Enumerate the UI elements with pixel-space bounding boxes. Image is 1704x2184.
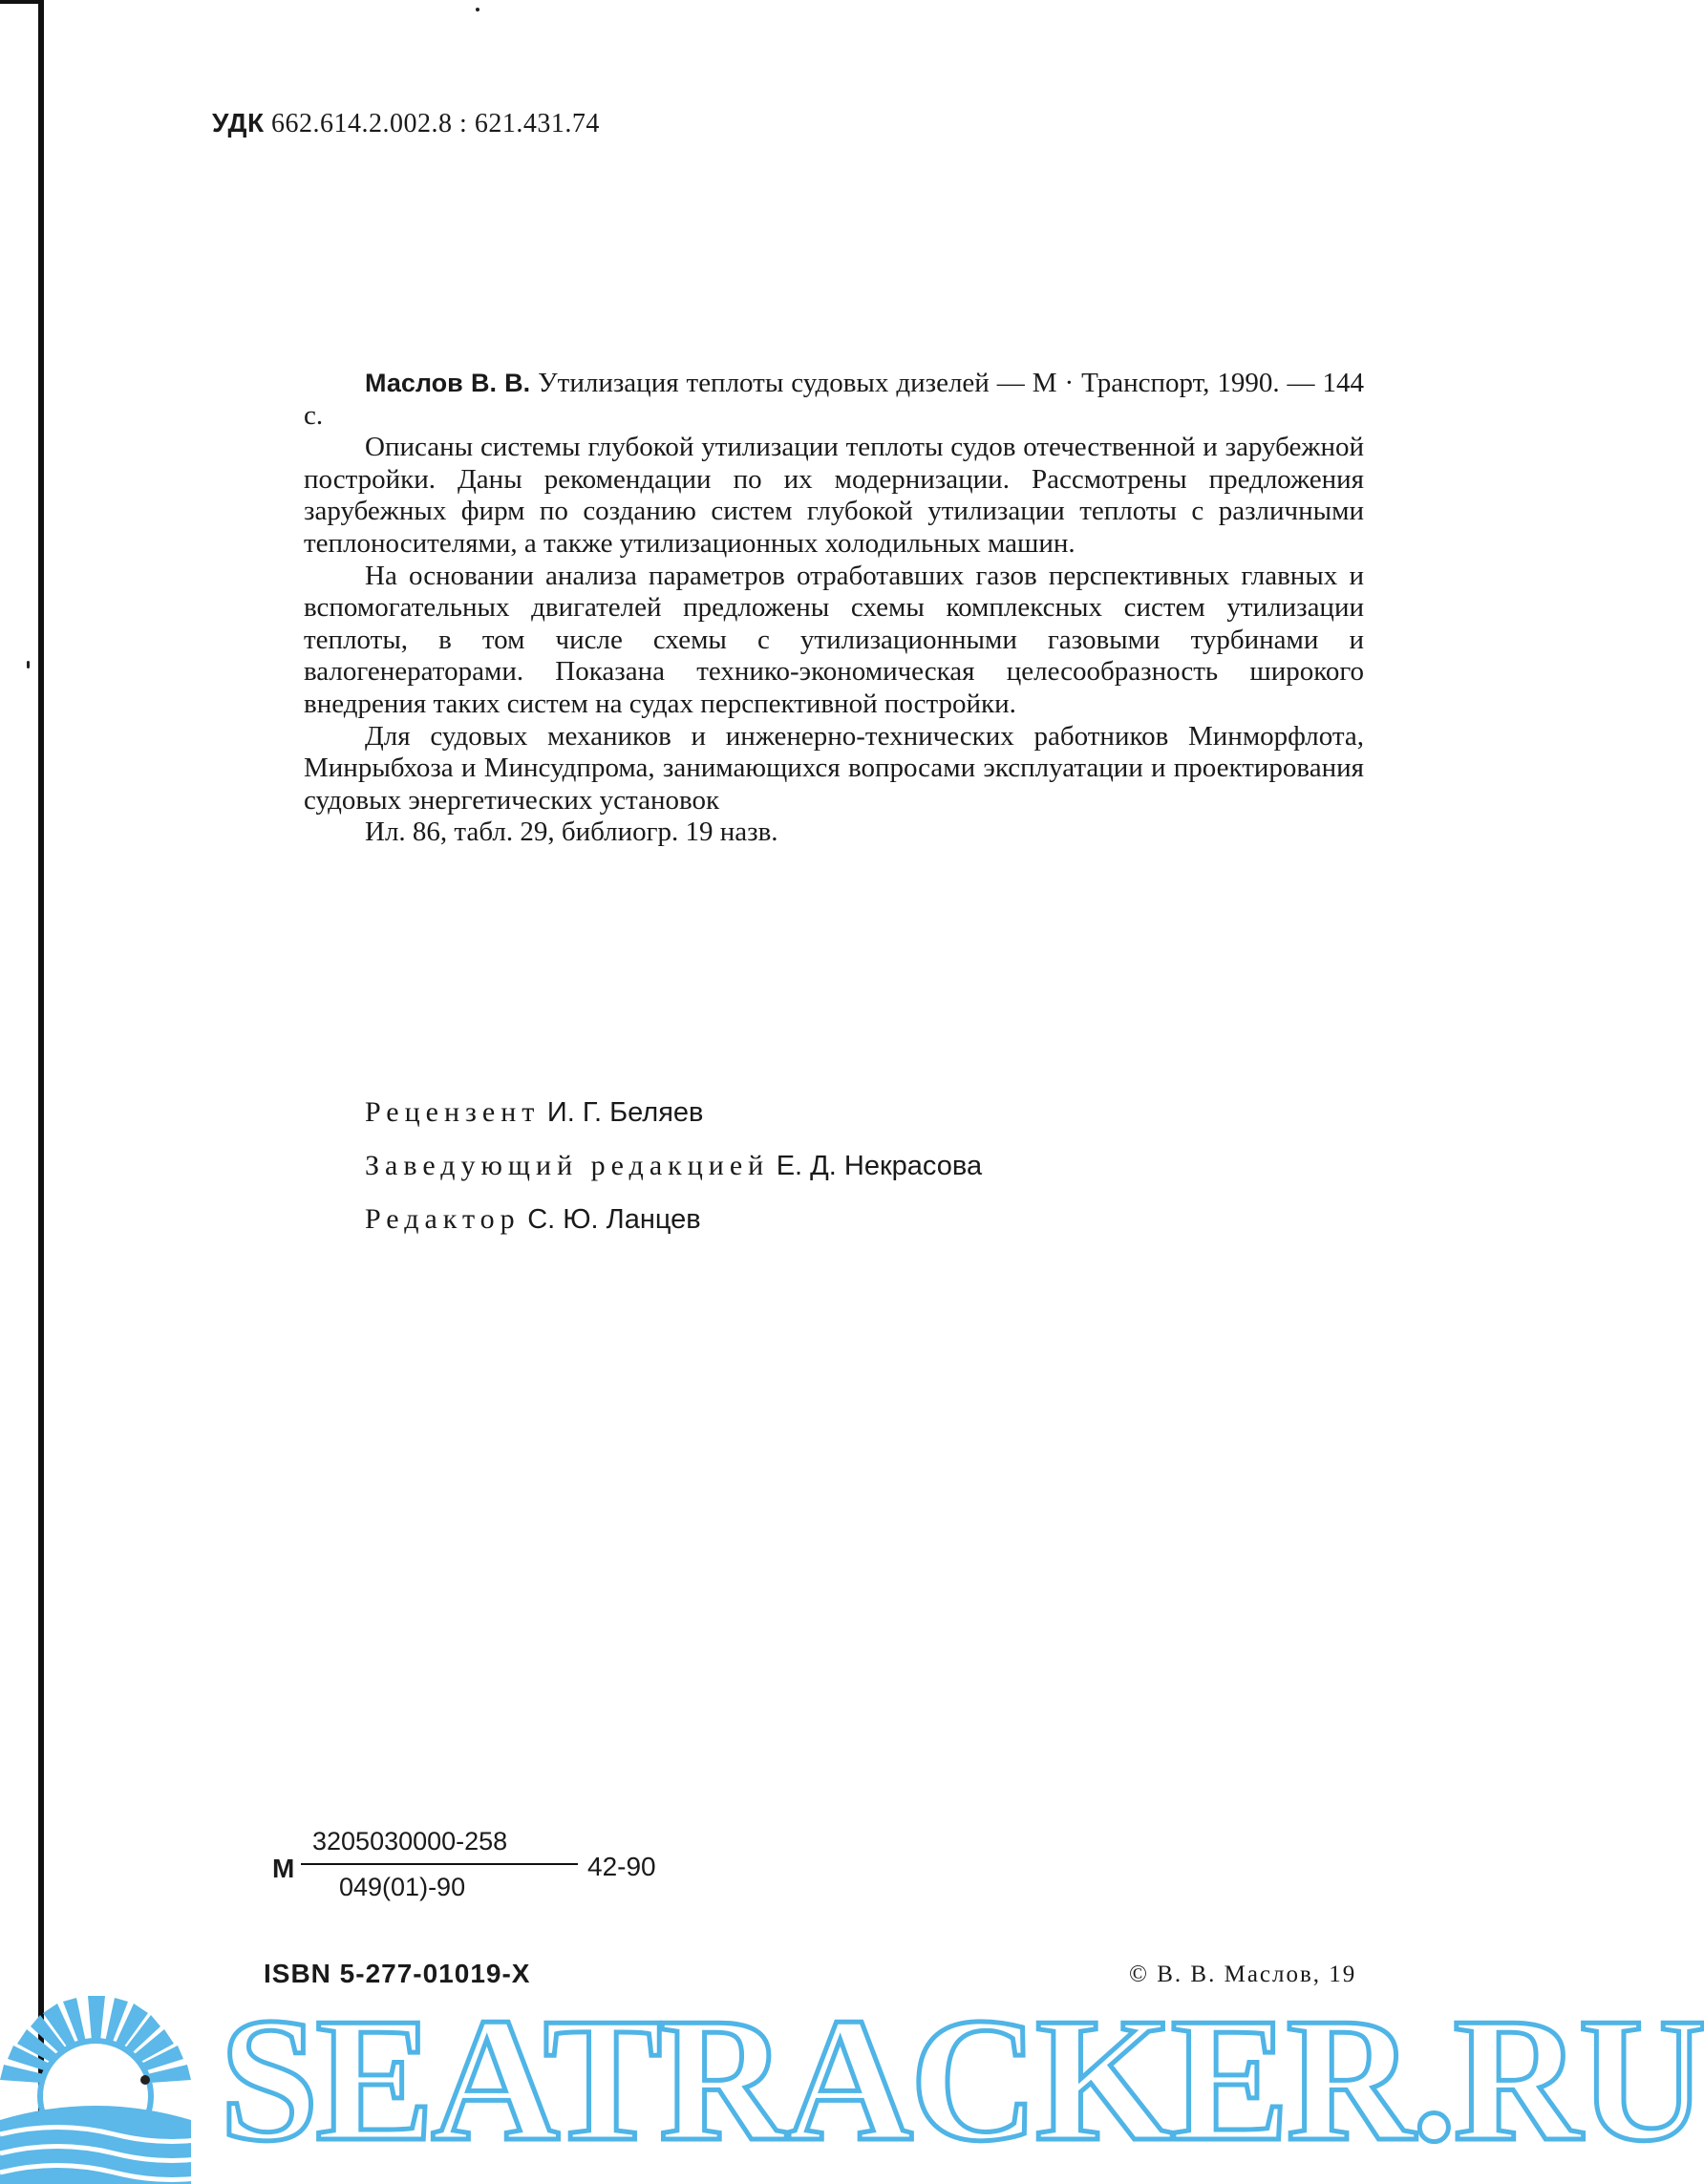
reviewer-row <box>365 1086 982 1139</box>
scan-edge-top <box>0 0 42 4</box>
abstract <box>304 368 1364 849</box>
reviewer-name: И. Г. Беляев <box>546 1097 704 1128</box>
udk-line <box>212 108 600 139</box>
head-editor-row <box>365 1139 982 1193</box>
publication-classifier <box>272 1821 673 1907</box>
head-editor-role: Заведующий редакцией <box>365 1150 770 1181</box>
editor-role: Редактор <box>365 1203 521 1235</box>
reviewer-role: Рецензент <box>365 1096 541 1128</box>
udk-label: УДК <box>212 108 265 138</box>
bibliographic-entry <box>304 368 1364 432</box>
isbn: ISBN 5-277-01019-X <box>264 1959 531 1988</box>
classifier-letter: М <box>272 1854 295 1883</box>
author-name: Маслов В. В. <box>365 369 531 397</box>
scan-speck <box>476 8 479 11</box>
abstract-paragraph: На основании анализа параметров отработавших газов перспективных главных и вспомогательных двигателей предложены схемы комплексных систем утилизации теплоты, в том числе схемы с утилизационными газовыми турбинами и валогенераторами. Показана технико-экономическая целесообразность широкого внедрения таких систем на судах перспективной постройки. <box>304 560 1364 719</box>
udk-code: 662.614.2.002.8 : 621.431.74 <box>271 109 600 138</box>
editor-name: С. Ю. Ланцев <box>527 1204 701 1235</box>
classifier-denominator: 049(01)-90 <box>339 1873 466 1901</box>
classifier-numerator: 3205030000-258 <box>312 1827 508 1855</box>
watermark-text: SEATRACKER.RU <box>220 1982 1704 2178</box>
abstract-paragraph: Ил. 86, табл. 29, библиогр. 19 назв. <box>365 816 778 848</box>
head-editor-name: Е. Д. Некрасова <box>776 1151 983 1181</box>
abstract-paragraph: Для судовых механиков и инженерно-технических работников Минморфлота, Минрыбхоза и Минсудпрома, занимающихся вопросами эксплуатации и проектирования судовых энергетических установок <box>304 720 1364 816</box>
fraction-line <box>301 1863 578 1865</box>
editor-row <box>365 1193 982 1246</box>
abstract-paragraph: Описаны системы глубокой утилизации теплоты судов отечественной и зарубежной постройки. Даны рекомендации по их модернизации. Рассмотрены предложения зарубежных фирм по созданию систем глубокой утилизации теплоты с различными теплоносителями, а также утилизационных холодильных машин. <box>304 432 1364 559</box>
scan-speck <box>27 661 30 668</box>
copyright: © В. В. Маслов, 19 <box>1129 1961 1357 1987</box>
classifier-suffix: 42-90 <box>587 1852 656 1881</box>
scan-edge-left <box>38 0 44 2184</box>
citation: Утилизация теплоты судовых дизелей — М · Транспорт, 1990. — 144 с. <box>304 368 1364 431</box>
credits <box>365 1086 982 1246</box>
